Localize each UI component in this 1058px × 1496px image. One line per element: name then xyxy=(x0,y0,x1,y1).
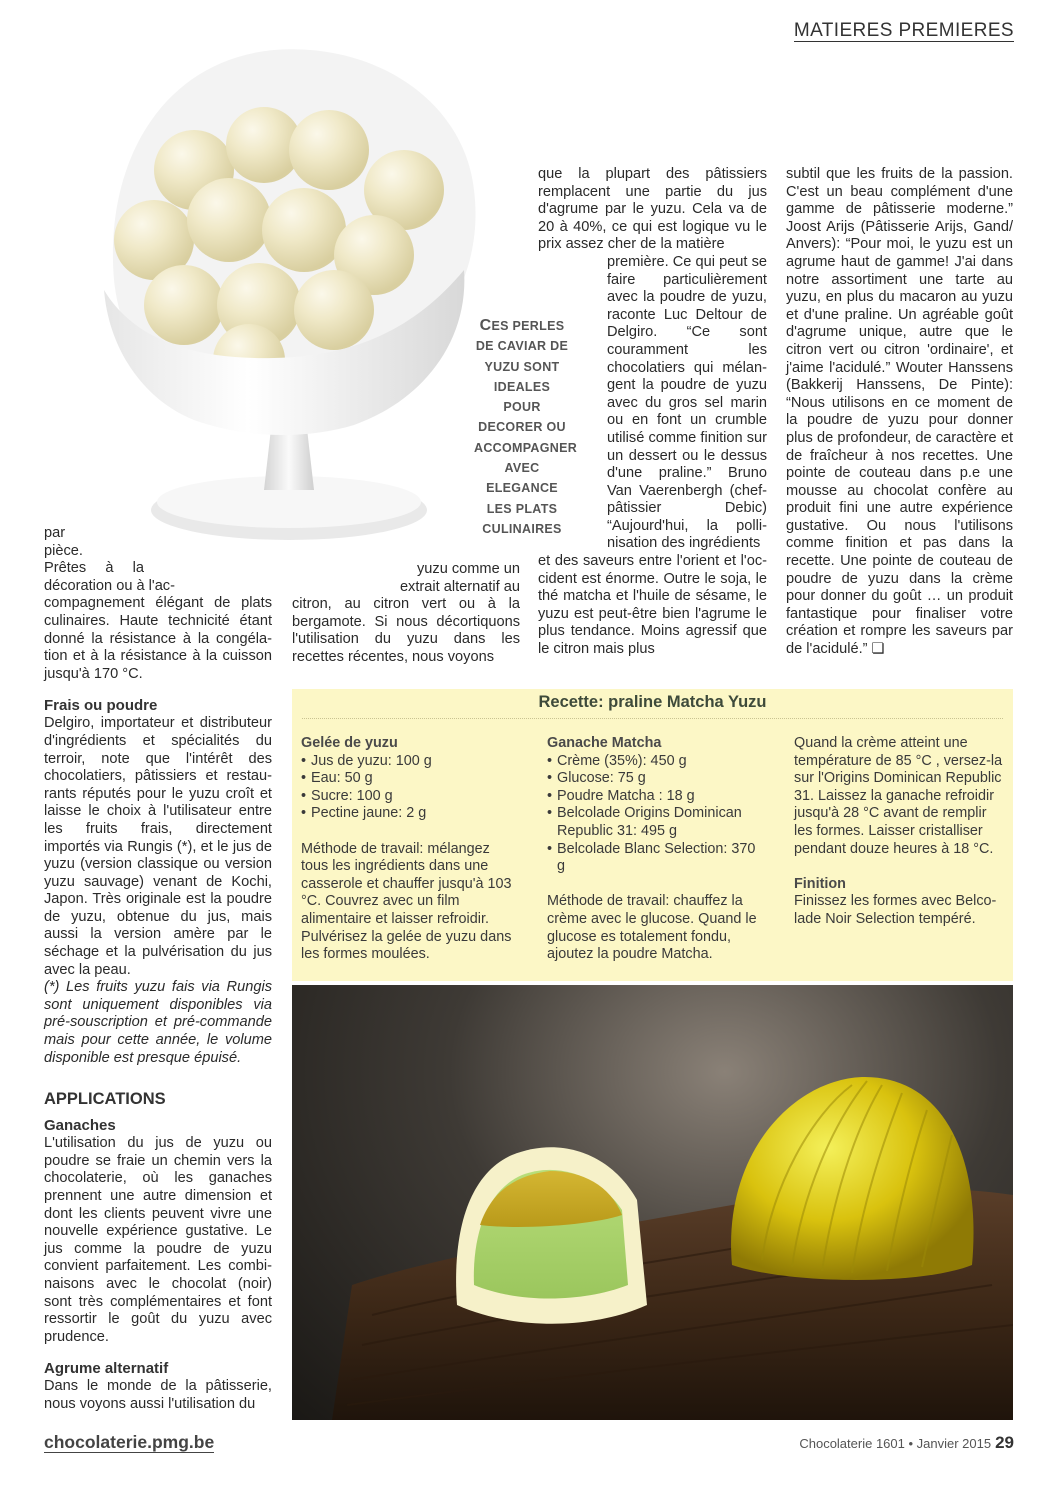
ingredient-item: • Sucre: 100 g xyxy=(301,788,516,806)
cooling-instructions: Quand la crème atteint une température de 85 °C , versez-la sur l'Origins Dominican Republic 31. Laissez la ganache refroidir jusqu'à 28 °C avant de remplir les formes. Laisser cristalliser pendant douze heures à 18 °C. xyxy=(794,735,1003,857)
ingredient-item: • Jus de yuzu: 100 g xyxy=(301,753,516,771)
end-mark: ❏ xyxy=(871,641,885,658)
gelee-ingredients xyxy=(301,753,516,823)
ingredient-item: • Belcolade Blanc Selection: 370 g xyxy=(547,841,765,876)
ingredient-item: • Crème (35%): 450 g xyxy=(547,753,765,771)
issue-info xyxy=(799,1434,1014,1453)
heading-ganaches: Ganaches xyxy=(44,1117,116,1135)
col1-line-4: décoration ou à l'ac- xyxy=(44,577,175,594)
finition-text: Finissez les formes avec Belcolade Noir Selection tempéré. xyxy=(794,893,997,927)
col1-line-3: Prêtes à la xyxy=(44,560,144,577)
matcha-yuzu-praline-image xyxy=(292,985,1013,1420)
column-1 xyxy=(44,525,272,1414)
col3-bottom: et des saveurs entre l'orient et l'occident est énorme. Outre le soja, le thé matcha et l'huile de sésame, le yuzu est peut-être bien l'agrume le plus tendance. Moins agressif que le citron mais plus xyxy=(538,553,767,658)
column-2 xyxy=(292,561,520,667)
recipe-ganache-column xyxy=(547,735,765,964)
heading-agrume-alternatif: Agrume alternatif xyxy=(44,1360,169,1378)
recipe-box xyxy=(292,689,1013,981)
ingredient-item: • Poudre Matcha : 18 g xyxy=(547,788,765,806)
section-title: MATIERES PREMIERES xyxy=(793,20,1014,41)
col2-line-1: yuzu comme un xyxy=(416,561,520,577)
yuzu-caviar-bowl-image xyxy=(44,40,534,545)
ingredient-item: • Glucose: 75 g xyxy=(547,770,765,788)
heading-applications: APPLICATIONS xyxy=(44,1090,166,1109)
recipe-divider xyxy=(302,718,1003,719)
col1-line-2: pièce. xyxy=(44,542,83,559)
gelee-method: Méthode de travail: mélangez tous les ingrédients dans une casserole et chauffer jusqu'à 103 °C. Couvrez avec un film alimentaire et laisser refroidir. Pulvérisez la gelée de yuzu dans les formes moulées. xyxy=(301,840,512,963)
recipe-title: Recette: praline Matcha Yuzu xyxy=(538,693,767,711)
col4-paragraph: subtil que les fruits de la passion. C'est un beau complément d'une gamme de pâtisserie moderne.” Joost Arijs (Pâtisserie Arijs, Gand/ Anvers): “Pour moi, le yuzu est un agrume haut de gamme! J'ai dans notre assortiment une tarte au yuzu, en plus du macaron au yuzu et d'une praline. Un agréable goût d'agrume unique, autre que le citron vert ou citron 'ordinaire', et j'aime l'acidulé.” Wouter Hanssens (Bakkerij Hanssens, De Pinte): “Nous utilisons en ce moment de la poudre de yuzu pour donner plus de profondeur, de caractère et de fraîcheur à nos recettes. Une pointe de couteau dans p.e une mousse au chocolat confère au produit fini une autre expérience gustative. Ou nous l'utilisons comme finition et pas dans la recette. Une pointe de couteau de poudre de yuzu dans la crème pour donner du goût … un produit fantastique pour finaliser votre création et rompre les saveurs par de l'acidulé.” ❏ xyxy=(786,166,1013,658)
column-4 xyxy=(786,166,1013,659)
ganache-title: Ganache Matcha xyxy=(547,735,662,751)
col3-middle: première. Ce qui peut se faire particulièrement avec la poudre de yuzu, raconte Luc Deltour de Delgiro. “Ce sont couramment les chocolatiers qui mélangent la poudre de yuzu avec du gros sel marin ou en font un crumble utilisé comme finition sur un dessert ou le dessus d'une praline.” Bruno Van Vaerenbergh (chef-pâtissier Debic) “Aujourd'hui, la pollinisation des ingrédients xyxy=(607,253,767,552)
ganache-ingredients xyxy=(547,753,765,876)
col2-paragraph: citron, au citron vert ou à la bergamote. Si nous décortiquons l'utilisation du yuzu dans les recettes récentes, nous voyons xyxy=(292,596,520,665)
ingredient-item: • Pectine jaune: 2 g xyxy=(301,805,516,823)
recipe-third-column xyxy=(794,735,1004,929)
ganaches-paragraph: L'utilisation du jus de yuzu ou poudre se fraie un chemin vers la chocolaterie, où les ganaches prennent une autre dimension et dont les clients peuvent vivre une nouvelle expérience gustative. Le jus comme la poudre de yuzu convient parfaitement. Les combinaisons avec le chocolat (noir) sont très complémentaires et font ressortir le goût du yuzu avec prudence. xyxy=(44,1135,272,1345)
col1-paragraph: compagnement élégant de plats culinaires. Haute technicité étant donné la résistance à la congélation et à la résistance à la cuisson jusqu'à 170 °C. xyxy=(44,595,272,682)
ingredient-item: • Belcolade Origins Dominican Republic 31: 495 g xyxy=(547,805,765,840)
photo-caption: CES PERLES DE CAVIAR DE YUZU SONT IDEALES POUR DECORER OU ACCOMPAGNER AVEC ELEGANCE LES PLATS CULINAIRES xyxy=(474,317,578,536)
ingredient-item: • Eau: 50 g xyxy=(301,770,516,788)
rungis-note: (*) Les fruits yuzu fais via Rungis sont uniquement disponibles via pré-souscription et pré-commande mais pour cette année, le volume disponible est presque épuisé. xyxy=(44,979,272,1066)
gelee-title: Gelée de yuzu xyxy=(301,735,398,751)
agrume-paragraph: Dans le monde de la pâtisserie, nous voyons aussi l'utilisation du xyxy=(44,1378,272,1412)
column-3 xyxy=(538,166,767,659)
heading-frais-ou-poudre: Frais ou poudre xyxy=(44,697,158,715)
frais-paragraph: Delgiro, importateur et distributeur d'ingrédients et spécialités du terroir, note que l'intérêt des chocolatiers, pâtissiers et restaurants réputés pour le yuzu croît et laisse le choix à l'utilisateur entre les fruits frais, directement importés via Rungis (*), et le jus de yuzu (version classique ou version yuzu sauvage) venant de Kochi, Japon. Très originale est la poudre de yuzu, obtenue du jus, mais aussi la version amère par le séchage et la pulvérisation du jus avec la peau. xyxy=(44,715,272,978)
issue-label: Chocolaterie 1601 • Janvier 2015 xyxy=(799,1436,992,1451)
finition-title: Finition xyxy=(794,875,846,892)
col1-line-1: par xyxy=(44,525,66,541)
ganache-method: Méthode de travail: chauffez la crème avec le glucose. Quand le glucose es totalement fondu, ajoutez la poudre Matcha. xyxy=(547,893,757,963)
col2-line-2: extrait alternatif au xyxy=(399,578,520,595)
page-number: 29 xyxy=(995,1433,1014,1452)
website-link[interactable]: chocolaterie.pmg.be xyxy=(44,1432,215,1452)
recipe-gelee-column xyxy=(301,735,516,964)
col3-top: que la plupart des pâtissiers remplacent une partie du jus d'agrume par le yuzu. Cela va de 20 à 40%, ce qui est logique vu le prix assez cher de la matière xyxy=(538,166,767,253)
